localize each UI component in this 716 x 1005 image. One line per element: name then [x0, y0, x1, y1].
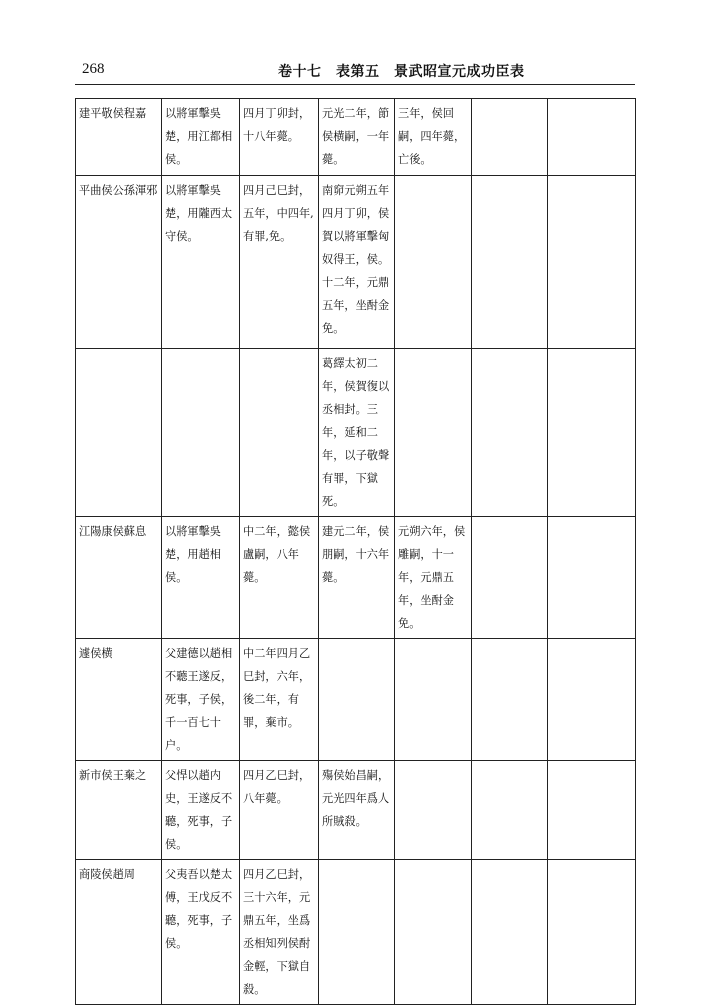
- table-cell: [472, 860, 548, 1005]
- running-title: 卷十七 表第五 景武昭宣元成功臣表: [278, 64, 525, 80]
- table-cell: [162, 349, 240, 517]
- table-cell: [240, 349, 319, 517]
- table-cell: [395, 176, 472, 349]
- table-cell: 葛繹太初二年，侯賀復以丞相封。三年，延和二年，以子敬聲有罪，下獄死。: [319, 349, 395, 517]
- table-cell: 建平敬侯程嘉: [76, 99, 162, 176]
- header-rule: [75, 84, 635, 85]
- table-cell: 元朔六年，侯雕嗣，十一年，元鼎五年，坐酎金免。: [395, 517, 472, 639]
- table-cell: 以將軍擊吳楚，用江都相侯。: [162, 99, 240, 176]
- table-cell: [395, 639, 472, 761]
- table-row: [76, 176, 636, 349]
- table-cell: [548, 517, 636, 639]
- table-cell: 江陽康侯蘇息: [76, 517, 162, 639]
- table-cell: 建元二年，侯朋嗣，十六年薨。: [319, 517, 395, 639]
- table-cell: [548, 860, 636, 1005]
- table-cell: [76, 349, 162, 517]
- table-cell: 四月丁卯封，十八年薨。: [240, 99, 319, 176]
- table-cell: 父建德以趙相不聽王遂反，死事，子侯，千一百七十户。: [162, 639, 240, 761]
- table-cell: 新市侯王棄之: [76, 761, 162, 860]
- table-cell: 元光二年，節侯横嗣，一年薨。: [319, 99, 395, 176]
- table-cell: 中二年四月乙巳封，六年，後二年，有罪，棄市。: [240, 639, 319, 761]
- table-cell: 遽侯横: [76, 639, 162, 761]
- table-cell: 四月乙巳封，三十六年，元鼎五年，坐爲丞相知列侯酎金輕，下獄自殺。: [240, 860, 319, 1005]
- table-cell: 以將軍擊吳楚，用趙相侯。: [162, 517, 240, 639]
- table-cell: [548, 639, 636, 761]
- table-cell: [319, 639, 395, 761]
- table-cell: [548, 761, 636, 860]
- table-cell: 南窌元朔五年四月丁卯，侯賀以將軍擊匈奴得王，侯。十二年，元鼎五年，坐酎金免。: [319, 176, 395, 349]
- table-cell: 父悍以趙内史，王遂反不聽，死事，子侯。: [162, 761, 240, 860]
- table-cell: [472, 349, 548, 517]
- table-cell: [472, 517, 548, 639]
- table-of-meritorious-officials: [75, 98, 636, 1005]
- table-cell: [472, 99, 548, 176]
- table-cell: [319, 860, 395, 1005]
- table-cell: [472, 761, 548, 860]
- table-row: [76, 639, 636, 761]
- table-cell: 中二年，懿侯盧嗣，八年薨。: [240, 517, 319, 639]
- table-cell: [472, 639, 548, 761]
- table-row: [76, 860, 636, 1005]
- table-cell: [395, 761, 472, 860]
- table-cell: [548, 176, 636, 349]
- table-row: [76, 349, 636, 517]
- table-row: [76, 517, 636, 639]
- table-cell: [548, 349, 636, 517]
- page-number: 268: [82, 61, 105, 77]
- table-cell: [548, 99, 636, 176]
- table-cell: 殤侯始昌嗣，元光四年爲人所賊殺。: [319, 761, 395, 860]
- table-cell: [395, 860, 472, 1005]
- table-cell: 平曲侯公孫渾邪: [76, 176, 162, 349]
- running-header: [82, 59, 632, 81]
- table-cell: 三年，侯回嗣，四年薨，亡後。: [395, 99, 472, 176]
- table-cell: 四月己巳封，五年，中四年,有罪,免。: [240, 176, 319, 349]
- table-cell: 以將軍擊吳楚，用隴西太守侯。: [162, 176, 240, 349]
- table-cell: [395, 349, 472, 517]
- table-cell: 商陵侯趙周: [76, 860, 162, 1005]
- table-row: [76, 99, 636, 176]
- table-cell: [472, 176, 548, 349]
- table-cell: 四月乙巳封，八年薨。: [240, 761, 319, 860]
- table-cell: 父夷吾以楚太傅，王戊反不聽，死事，子侯。: [162, 860, 240, 1005]
- table-row: [76, 761, 636, 860]
